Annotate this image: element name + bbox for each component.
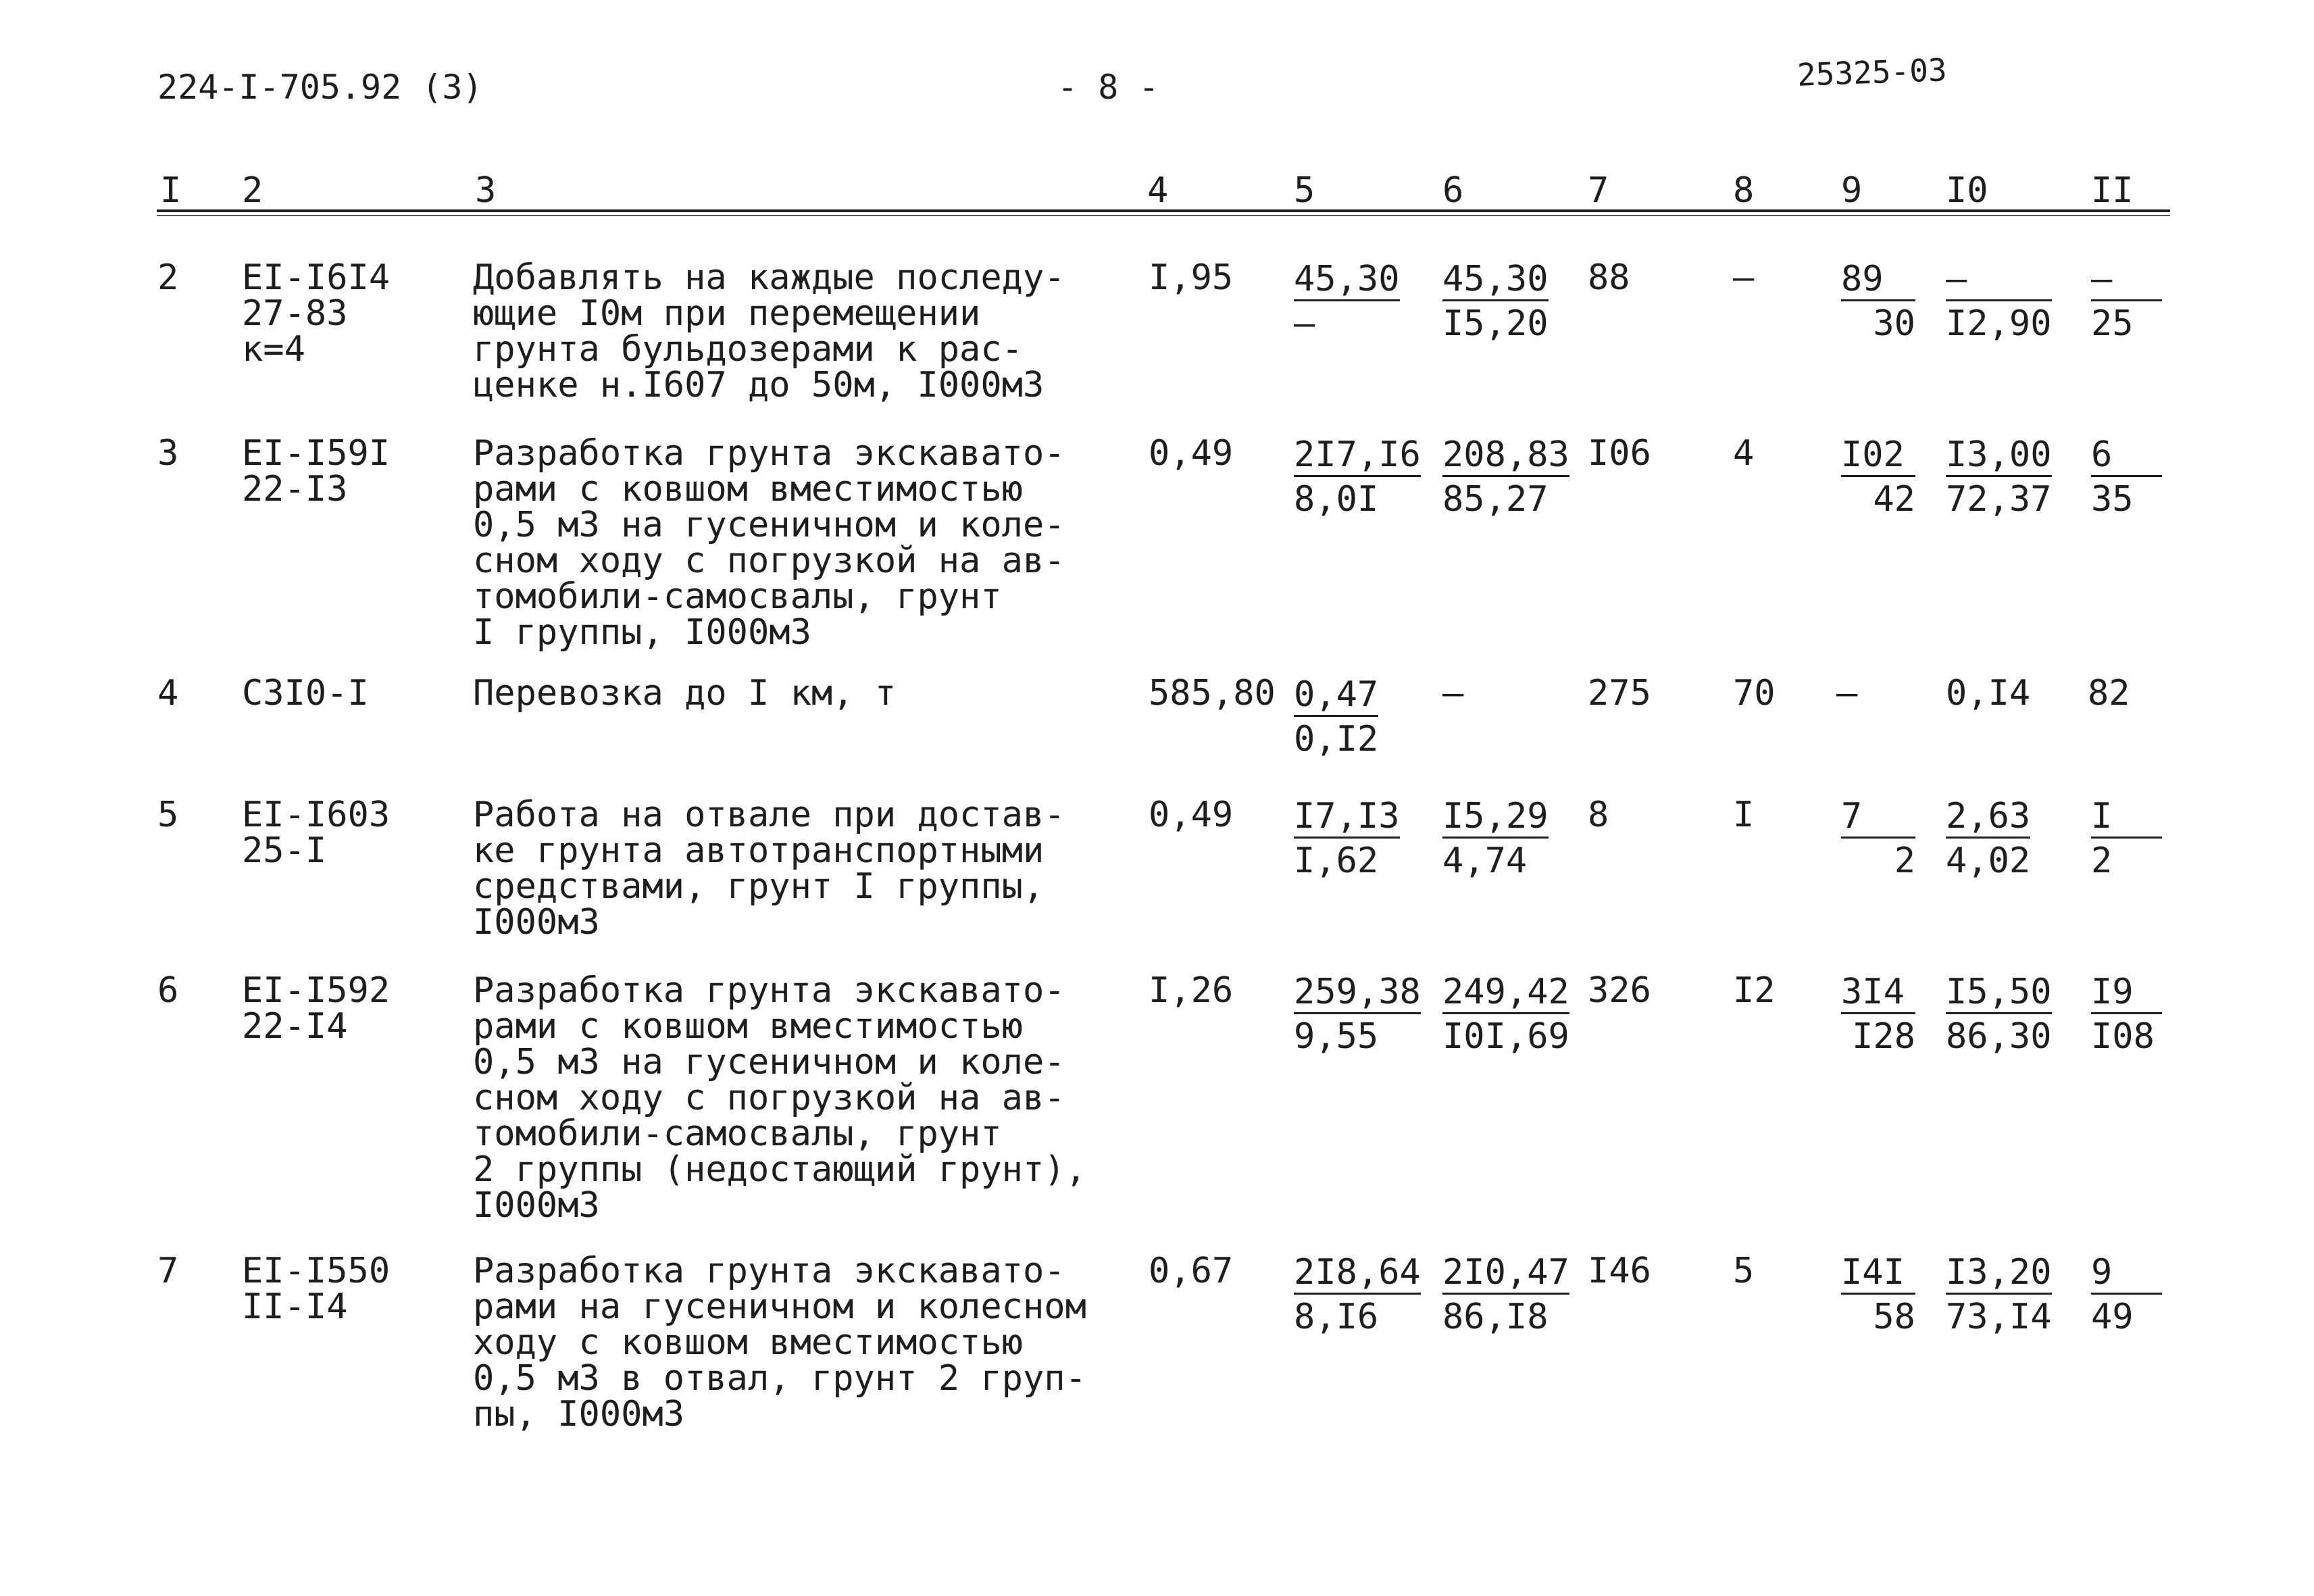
c10-cell: 0,I4: [1946, 673, 2031, 714]
fraction-denominator: 86,30: [1946, 1016, 2052, 1057]
fraction-denominator: 4,74: [1442, 841, 1528, 881]
c5-fraction-cell: [1294, 434, 1421, 520]
fraction-numerator: I5,29: [1442, 797, 1549, 839]
rate-code: EI-I550 II-I4: [242, 1251, 391, 1327]
c10-fraction-cell: [1946, 434, 2052, 520]
fraction-denominator: –: [1294, 303, 1315, 344]
header-rule-double: [157, 215, 2170, 216]
rate-code: C3I0-I: [242, 673, 369, 714]
c6-fraction-cell: [1442, 434, 1569, 520]
rate-code: EI-I59I 22-I3: [242, 433, 391, 509]
fraction-numerator: 259,38: [1294, 973, 1421, 1014]
fraction-denominator: 8,0I: [1294, 479, 1379, 520]
c6-fraction-cell: [1442, 1252, 1569, 1337]
quantity-cell: I,95: [1149, 257, 1234, 298]
fraction-numerator: I3,20: [1946, 1253, 2052, 1295]
fraction-numerator: 3I4: [1841, 973, 1915, 1014]
column-header: 9: [1841, 170, 1863, 211]
c9-cell: –: [1836, 673, 1858, 714]
rate-code: EI-I603 25-I: [242, 795, 391, 871]
fraction-denominator: 9,55: [1294, 1016, 1379, 1057]
header-rule: [157, 209, 2170, 212]
row-number: 2: [157, 257, 179, 298]
fraction-denominator: 30: [1873, 303, 1915, 344]
c7-cell: 8: [1588, 795, 1609, 835]
work-description: Разработка грунта экскавато- рами на гусеничном и колесном ходу с ковшом вместимостью 0,5 м3 в отвал, грунт 2 груп- пы, I000м3: [473, 1251, 1086, 1435]
column-header: 4: [1147, 170, 1169, 211]
c6-fraction-cell: [1442, 259, 1549, 344]
c7-cell: I46: [1588, 1251, 1651, 1291]
c9-fraction-cell: [1841, 259, 1915, 344]
fraction-numerator: I9: [2091, 973, 2162, 1014]
c11-fraction-cell: [2091, 972, 2162, 1057]
c10-fraction-cell: [1946, 1252, 2052, 1337]
fraction-numerator: 249,42: [1442, 973, 1569, 1014]
c11-cell: 82: [2088, 673, 2130, 714]
handwritten-stamp: 25325-03: [1796, 51, 1948, 93]
fraction-numerator: 7: [1841, 797, 1915, 839]
quantity-cell: I,26: [1149, 970, 1234, 1011]
c6-fraction-cell: [1442, 972, 1569, 1057]
fraction-denominator: I,62: [1294, 841, 1379, 881]
quantity-cell: 0,67: [1149, 1251, 1234, 1291]
c5-fraction-cell: [1294, 796, 1400, 881]
column-header: 8: [1733, 170, 1755, 211]
document-code: 224-I-705.92 (3): [157, 68, 483, 107]
fraction-denominator: 4,02: [1946, 841, 2031, 881]
fraction-numerator: 208,83: [1442, 436, 1569, 477]
c6-fraction-cell: [1442, 796, 1549, 881]
c10-fraction-cell: [1946, 972, 2052, 1057]
work-description: Разработка грунта экскавато- рами с ковшом вместимостью 0,5 м3 на гусеничном и коле- сном ходу с погрузкой на ав- томобили-самосвалы, грунт I группы, I000м3: [473, 433, 1065, 653]
row-number: 7: [157, 1251, 179, 1291]
fraction-denominator: 2: [1894, 841, 1915, 881]
fraction-denominator: I0I,69: [1442, 1016, 1569, 1057]
fraction-denominator: 86,I8: [1442, 1297, 1549, 1337]
fraction-denominator: I08: [2091, 1016, 2155, 1057]
fraction-denominator: 49: [2091, 1297, 2134, 1337]
page-number: - 8 -: [1057, 68, 1159, 107]
fraction-numerator: 2I7,I6: [1294, 436, 1421, 477]
fraction-numerator: I7,I3: [1294, 797, 1400, 839]
c8-cell: 4: [1733, 433, 1755, 474]
fraction-numerator: 2I0,47: [1442, 1253, 1569, 1295]
c8-cell: –: [1733, 257, 1755, 298]
c9-fraction-cell: [1841, 972, 1915, 1057]
column-header: II: [2091, 170, 2134, 211]
work-description: Перевозка до I км, т: [473, 673, 897, 714]
fraction-numerator: I: [2091, 797, 2162, 839]
c8-cell: I2: [1733, 970, 1776, 1011]
fraction-denominator: 73,I4: [1946, 1297, 2052, 1337]
fraction-numerator: 6: [2091, 436, 2162, 477]
quantity-cell: 0,49: [1149, 795, 1234, 835]
row-number: 6: [157, 970, 179, 1011]
fraction-numerator: I3,00: [1946, 436, 2052, 477]
c10-fraction-cell: [1946, 259, 2052, 344]
fraction-numerator: 2I8,64: [1294, 1253, 1421, 1295]
column-header: 5: [1294, 170, 1315, 211]
fraction-denominator: I28: [1852, 1016, 1915, 1057]
fraction-denominator: 85,27: [1442, 479, 1549, 520]
column-header: 2: [242, 170, 263, 211]
rate-code: EI-I6I4 27-83 к=4: [242, 257, 391, 370]
c9-fraction-cell: [1841, 796, 1915, 881]
fraction-numerator: 45,30: [1294, 260, 1400, 301]
c6-cell: –: [1442, 673, 1464, 714]
row-number: 5: [157, 795, 179, 835]
fraction-denominator: 72,37: [1946, 479, 2052, 520]
column-header: 6: [1442, 170, 1464, 211]
fraction-denominator: 2: [2091, 841, 2113, 881]
c7-cell: 326: [1588, 970, 1651, 1011]
column-header: I: [160, 170, 182, 211]
fraction-denominator: 42: [1873, 479, 1915, 520]
c11-fraction-cell: [2091, 1252, 2162, 1337]
c7-cell: 88: [1588, 257, 1630, 298]
work-description: Работа на отвале при достав- ке грунта автотранспортными средствами, грунт I группы, I000м3: [473, 795, 1065, 943]
fraction-numerator: I4I: [1841, 1253, 1915, 1295]
fraction-denominator: I5,20: [1442, 303, 1549, 344]
work-description: Разработка грунта экскавато- рами с ковшом вместимостью 0,5 м3 на гусеничном и коле- сном ходу с погрузкой на ав- томобили-самосвалы, грунт 2 группы (недостающий грунт), I000м3: [473, 970, 1086, 1226]
column-header: I0: [1946, 170, 1988, 211]
c7-cell: I06: [1588, 433, 1651, 474]
quantity-cell: 585,80: [1149, 673, 1276, 714]
c9-fraction-cell: [1841, 434, 1915, 520]
c5-fraction-cell: [1294, 259, 1400, 344]
column-header: 7: [1588, 170, 1609, 211]
c5-fraction-cell: [1294, 674, 1379, 759]
c8-cell: I: [1733, 795, 1755, 835]
fraction-denominator: 8,I6: [1294, 1297, 1379, 1337]
fraction-numerator: 45,30: [1442, 260, 1549, 301]
row-number: 3: [157, 433, 179, 474]
fraction-numerator: 9: [2091, 1253, 2162, 1295]
rate-code: EI-I592 22-I4: [242, 970, 391, 1047]
fraction-numerator: I5,50: [1946, 973, 2052, 1014]
fraction-numerator: –: [2091, 260, 2162, 301]
c7-cell: 275: [1588, 673, 1651, 714]
fraction-numerator: –: [1946, 260, 2052, 301]
c10-fraction-cell: [1946, 796, 2031, 881]
fraction-numerator: 0,47: [1294, 676, 1378, 717]
column-header: 3: [475, 170, 497, 211]
fraction-denominator: 25: [2091, 303, 2134, 344]
c8-cell: 70: [1733, 673, 1776, 714]
row-number: 4: [157, 673, 179, 714]
fraction-denominator: 58: [1873, 1297, 1915, 1337]
fraction-numerator: 2,63: [1946, 797, 2030, 839]
fraction-denominator: 35: [2091, 479, 2134, 520]
c9-fraction-cell: [1841, 1252, 1915, 1337]
quantity-cell: 0,49: [1149, 433, 1234, 474]
c11-fraction-cell: [2091, 434, 2162, 520]
fraction-numerator: 89: [1841, 260, 1915, 301]
c11-fraction-cell: [2091, 259, 2162, 344]
c5-fraction-cell: [1294, 1252, 1421, 1337]
c11-fraction-cell: [2091, 796, 2162, 881]
work-description: Добавлять на каждые последу- ющие I0м при перемещении грунта бульдозерами к рас- ценке н.I607 до 50м, I000м3: [473, 257, 1065, 405]
c8-cell: 5: [1733, 1251, 1755, 1291]
c5-fraction-cell: [1294, 972, 1421, 1057]
fraction-numerator: I02: [1841, 436, 1915, 477]
fraction-denominator: I2,90: [1946, 303, 2052, 344]
fraction-denominator: 0,I2: [1294, 719, 1379, 759]
